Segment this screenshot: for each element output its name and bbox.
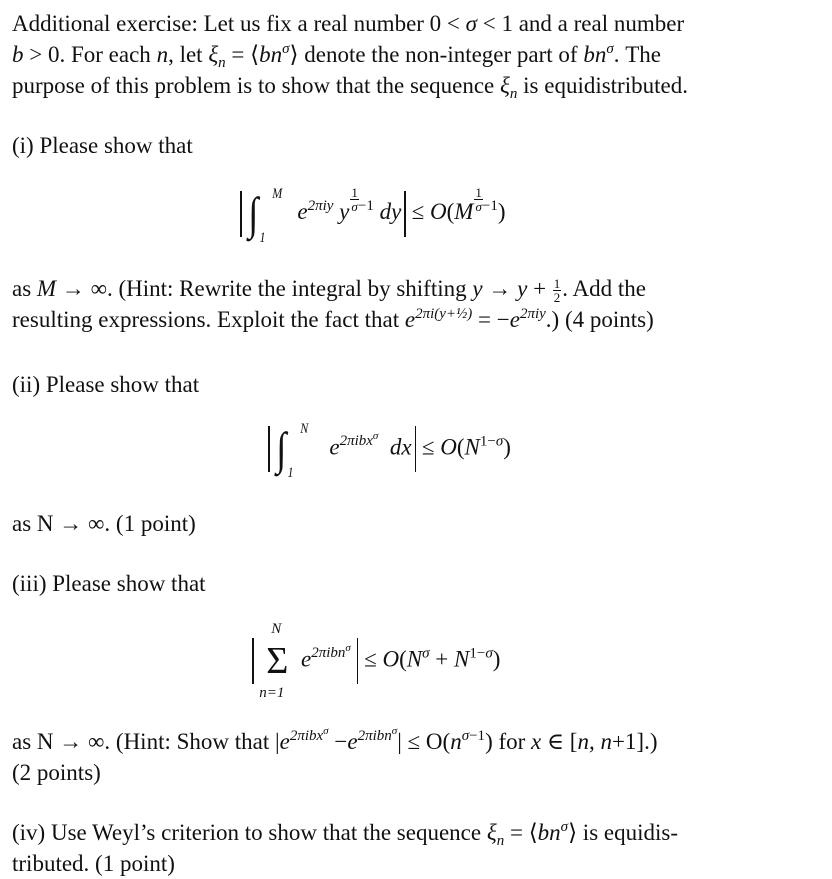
part3-label: (iii) Please show that <box>12 571 206 596</box>
intro-text: Additional exercise: Let us fix a real number 0 < <box>12 11 466 36</box>
part1-label: (i) Please show that <box>12 133 193 158</box>
part2-formula: ∫ N 1 $e^{2\pi ibx^\sigma}$ dx ≤ $O(N^{1-\sigma})$ <box>268 426 832 472</box>
intro-paragraph: Additional exercise: Let us fix a real number 0 < σ < 1 and a real number b > 0. For each n, let $\xi_n$ = $⟨bn^\sigma⟩$ denote the non-integer part of $bn^\sigma$. The purpose of this problem is to show that the sequence $\xi_n$ is equidistributed. <box>12 11 688 102</box>
sum-sign: N Σ n=1 <box>259 621 289 701</box>
part1-formula: ∫ M 1 $e^{2\pi iy}$ y $\frac{1}{\sigma}$ $^{-1}$ dy ≤ O(M $\frac{1}{\sigma}$ $^{-1}$) <box>240 186 832 237</box>
part3-hint: as N → ∞. (Hint: Show that $|e^{2\pi ibx^\sigma} -e^{2\pi ibn^\sigma}| \le O(n^{\sigma-1})$ for x ∈ [n, n+1].) (2 points) <box>12 725 658 785</box>
part4-paragraph: (iv) Use Weyl’s criterion to show that the sequence $\xi_n$ = $⟨bn^\sigma⟩$ is equidis- tributed. (1 point) <box>12 819 678 876</box>
part3-formula: N Σ n=1 $e^{2\pi ibn^\sigma} \le O(N^\sigma + N^{1-\sigma})$ <box>252 638 832 684</box>
integral-sign: ∫ N 1 <box>276 421 309 481</box>
part1-hint: as M → ∞. (Hint: Rewrite the integral by shifting y → y + $\frac{1}{2}$ . Add the resulting expressions. Exploit the fact that $e^{2\pi i(y+\frac{1}{2})} = -e^{2\pi iy}$.) (4 points) <box>12 276 654 333</box>
integral-sign: ∫ M 1 <box>248 185 283 246</box>
part2-after: as N → ∞. (1 point) <box>12 511 196 536</box>
part2-label: (ii) Please show that <box>12 372 200 397</box>
